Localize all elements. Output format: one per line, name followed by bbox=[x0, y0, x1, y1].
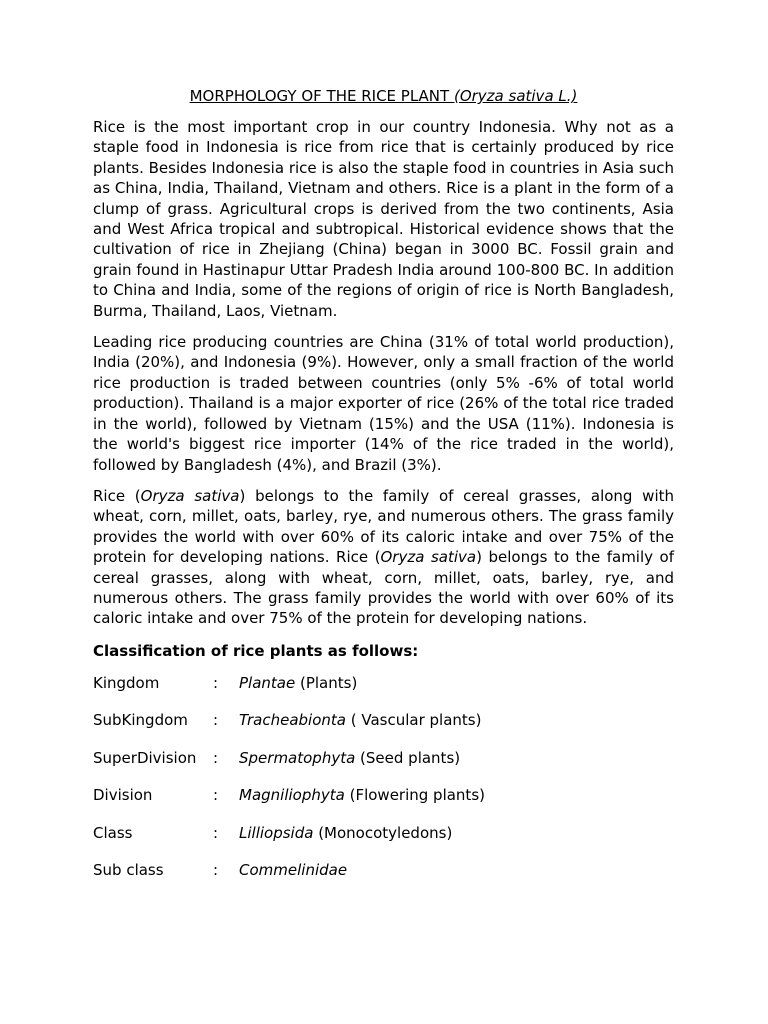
class-latin: Tracheabionta bbox=[239, 711, 346, 730]
classification-heading: Classification of rice plants as follows: bbox=[93, 641, 419, 660]
class-common: (Plants) bbox=[295, 673, 358, 692]
class-value bbox=[239, 785, 674, 805]
paragraph-production: Leading rice producing countries are China (31% of total world production), India (20%), and Indonesia (9%). However, only a small fraction of the world rice production is traded between countries (only 5% -6% of total world production). Thailand is a major exporter of rice (26% of the total rice traded in the world), followed by Vietnam (15%) and the USA (11%). Indonesia is the world's biggest rice importer (14% of the rice traded in the world), followed by Bangladesh (4%), and Brazil (3%). bbox=[93, 333, 674, 474]
class-separator: : bbox=[213, 861, 219, 880]
class-value bbox=[239, 860, 674, 880]
class-rank: SubKingdom bbox=[93, 711, 188, 730]
para3-latin-2: Oryza sativa bbox=[380, 548, 477, 567]
classification-row-superdivision bbox=[93, 748, 674, 786]
paragraph-intro: Rice is the most important crop in our country Indonesia. Why not as a staple food in Indonesia is rice from rice that is certainly produced by rice plants. Besides Indonesia rice is also the staple food in countries in Asia such as China, India, Thailand, Vietnam and others. Rice is a plant in the form of a clump of grass. Agricultural crops is derived from the two continents, Asia and West Africa tropical and subtropical. Historical evidence shows that the cultivation of rice in Zhejiang (China) began in 3000 BC. Fossil grain and grain found in Hastinapur Uttar Pradesh India around 100-800 BC. In addition to China and India, some of the regions of origin of rice is North Bangladesh, Burma, Thailand, Laos, Vietnam. bbox=[93, 118, 674, 320]
classification-row-subkingdom bbox=[93, 710, 674, 748]
class-separator: : bbox=[213, 823, 219, 842]
classification-row-class bbox=[93, 823, 674, 861]
title-main: MORPHOLOGY OF THE RICE PLANT bbox=[189, 87, 454, 105]
class-value bbox=[239, 748, 674, 768]
para3-part-c: ) belongs to the family of cereal grasses, along with wheat, corn, millet, oats, barley, rye, and numerous others. The grass family provides the world with over 60% of its caloric intake and over 75% of the protein for developing nations. Rice ( bbox=[93, 486, 675, 567]
class-rank: Division bbox=[93, 786, 153, 805]
class-value bbox=[239, 710, 674, 730]
class-latin: Spermatophyta bbox=[239, 748, 356, 767]
class-rank: Class bbox=[93, 823, 133, 842]
class-separator: : bbox=[213, 673, 219, 692]
class-common: (Seed plants) bbox=[355, 748, 461, 767]
class-rank: Sub class bbox=[93, 861, 164, 880]
classification-row-division bbox=[93, 785, 674, 823]
class-latin: Plantae bbox=[239, 673, 296, 692]
classification-row-subclass bbox=[93, 860, 674, 898]
class-rank: Kingdom bbox=[93, 673, 160, 692]
document-page bbox=[93, 86, 674, 898]
class-latin: Magniliophyta bbox=[239, 786, 345, 805]
class-separator: : bbox=[213, 786, 219, 805]
classification-row-kingdom bbox=[93, 673, 674, 711]
class-separator: : bbox=[213, 748, 219, 767]
class-latin: Lilliopsida bbox=[239, 823, 314, 842]
class-common: (Flowering plants) bbox=[344, 786, 485, 805]
class-latin: Commelinidae bbox=[239, 861, 348, 880]
page-title bbox=[93, 86, 674, 106]
class-common: ( Vascular plants) bbox=[345, 711, 482, 730]
class-rank: SuperDivision bbox=[93, 748, 197, 767]
class-value bbox=[239, 823, 674, 843]
para3-part-a: Rice ( bbox=[93, 486, 141, 505]
class-value bbox=[239, 673, 674, 693]
class-separator: : bbox=[213, 711, 219, 730]
title-latin: (Oryza sativa L.) bbox=[453, 87, 578, 105]
para3-part-e: ) belongs to the family of cereal grasses, along with wheat, corn, millet, oats, barley, rye, and numerous others. The grass family provides the world with over 60% of its caloric intake and over 75% of the protein for developing nations. bbox=[93, 548, 675, 628]
class-common: (Monocotyledons) bbox=[313, 823, 453, 842]
paragraph-family bbox=[93, 486, 674, 629]
para3-latin-1: Oryza sativa bbox=[140, 486, 240, 505]
